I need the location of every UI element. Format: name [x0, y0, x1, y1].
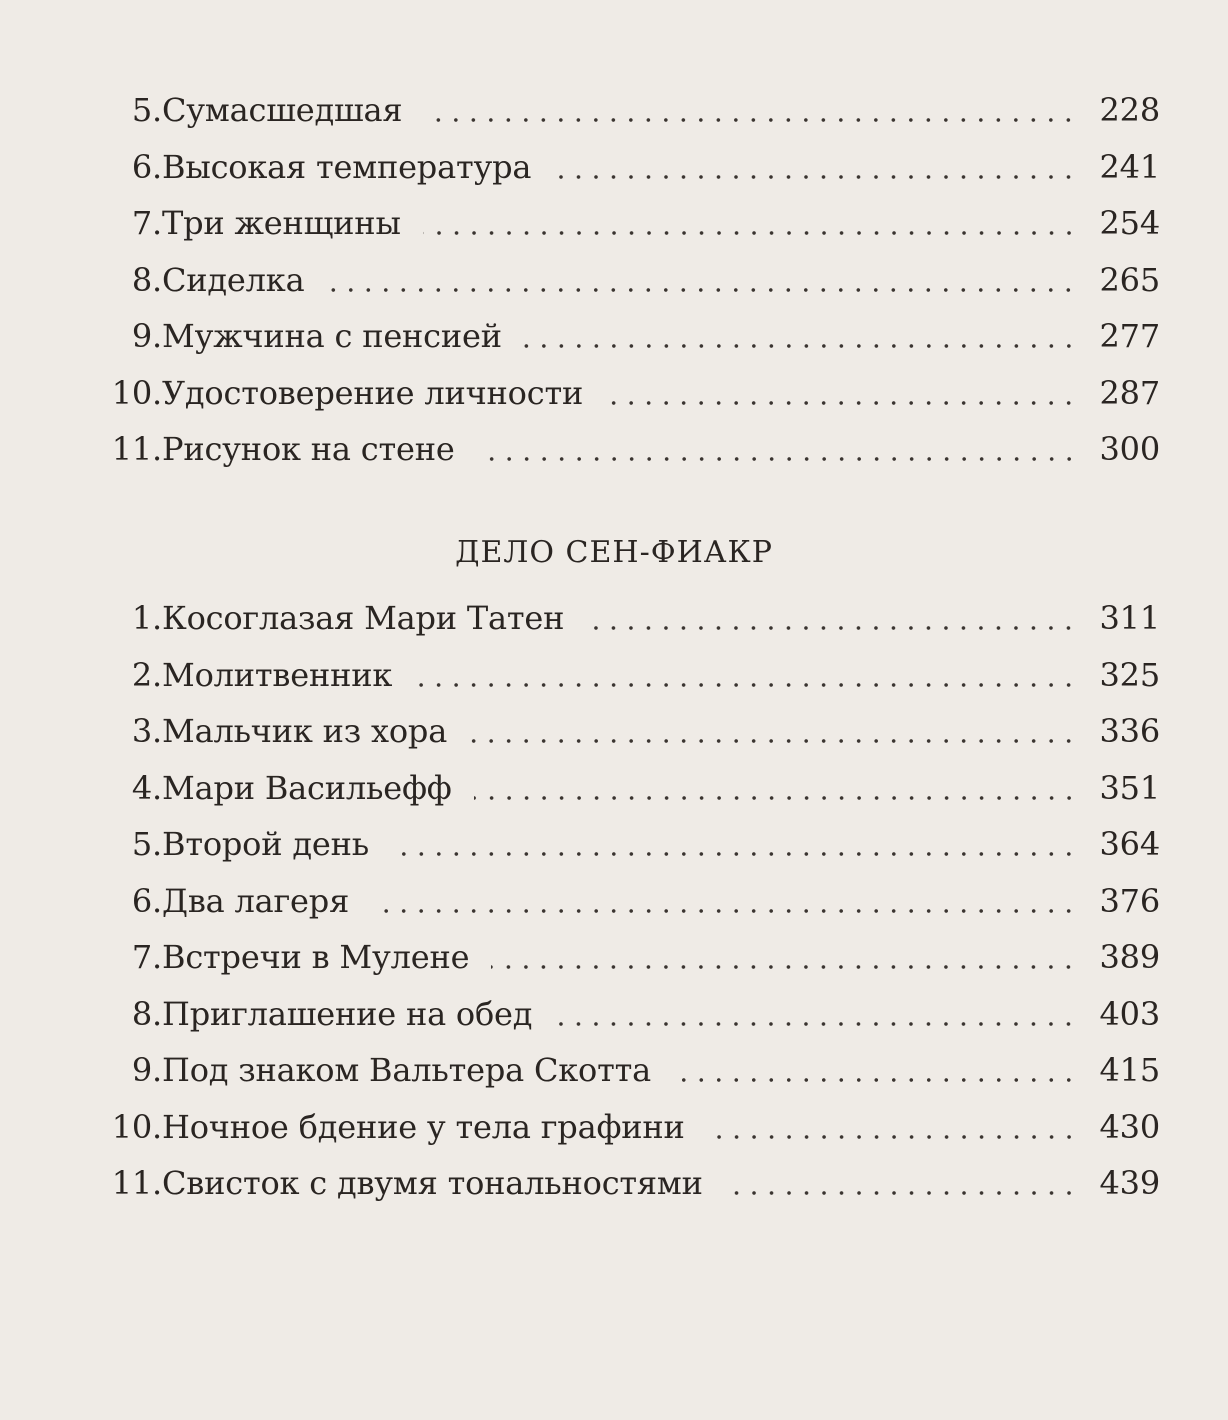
dot-leader [673, 1078, 1078, 1082]
dot-leader [554, 1022, 1077, 1026]
chapter-number: 8. [131, 994, 162, 1033]
chapter-number: 5. [131, 91, 162, 130]
chapter-number: 7. [131, 204, 162, 243]
dot-leader [423, 231, 1078, 235]
page-number: 336 [1099, 712, 1160, 751]
page-number: 364 [1099, 825, 1160, 864]
page-number: 300 [1099, 430, 1160, 469]
chapter-number: 1. [131, 599, 162, 638]
chapter-title: Сиделка [162, 260, 305, 299]
chapter-number: 7. [131, 938, 162, 977]
page-number: 325 [1099, 655, 1160, 694]
dot-leader [725, 1191, 1078, 1195]
chapter-title: Удостоверение личности [162, 373, 584, 412]
chapter-title: Высокая температура [162, 147, 532, 186]
page-number: 351 [1099, 768, 1160, 807]
chapter-number: 5. [131, 825, 162, 864]
chapter-number: 10. [111, 1107, 162, 1146]
chapter-title: Встречи в Мулене [162, 938, 470, 977]
toc-list-part1 [108, 82, 1160, 478]
toc-entry [108, 308, 1160, 365]
page-number: 415 [1099, 1051, 1160, 1090]
page-number: 228 [1099, 91, 1160, 130]
dot-leader [469, 739, 1077, 743]
page-number: 277 [1099, 317, 1160, 356]
page-number: 287 [1099, 373, 1160, 412]
toc-entry [108, 82, 1160, 139]
toc-entry [108, 929, 1160, 986]
dot-leader [524, 344, 1078, 348]
toc-entry [108, 421, 1160, 478]
toc-entry [108, 873, 1160, 930]
dot-leader [371, 909, 1077, 913]
dot-leader [553, 175, 1077, 179]
toc-entry [108, 703, 1160, 760]
page-number: 430 [1099, 1107, 1160, 1146]
page-number: 265 [1099, 260, 1160, 299]
chapter-number: 8. [131, 260, 162, 299]
chapter-number: 11. [111, 1164, 162, 1203]
toc-entry [108, 365, 1160, 422]
chapter-title: Второй день [162, 825, 369, 864]
chapter-title: Мужчина с пенсией [162, 317, 502, 356]
page-number: 389 [1099, 938, 1160, 977]
toc-list-part2 [108, 590, 1160, 1212]
dot-leader [391, 852, 1078, 856]
chapter-number: 9. [131, 1051, 162, 1090]
chapter-title: Сумасшедшая [162, 91, 403, 130]
dot-leader [474, 796, 1078, 800]
toc-entry [108, 986, 1160, 1043]
dot-leader [605, 401, 1077, 405]
chapter-title: Под знаком Вальтера Скотта [162, 1051, 651, 1090]
chapter-title: Ночное бдение у тела графини [162, 1107, 685, 1146]
section-heading: ДЕЛО СЕН-ФИАКР [455, 535, 773, 570]
toc-entry [108, 647, 1160, 704]
chapter-number: 2. [131, 655, 162, 694]
chapter-number: 4. [131, 768, 162, 807]
dot-leader [707, 1135, 1078, 1139]
chapter-number: 6. [131, 881, 162, 920]
page-number: 254 [1099, 204, 1160, 243]
chapter-title: Молитвенник [162, 655, 393, 694]
chapter-title: Три женщины [162, 204, 401, 243]
page-number: 241 [1099, 147, 1160, 186]
dot-leader [424, 118, 1077, 122]
chapter-title: Мальчик из хора [162, 712, 448, 751]
toc-entry [108, 252, 1160, 309]
dot-leader [414, 683, 1077, 687]
toc-entry [108, 1042, 1160, 1099]
dot-leader [326, 288, 1077, 292]
page-number: 439 [1099, 1164, 1160, 1203]
chapter-title: Свисток с двумя тональностями [162, 1164, 703, 1203]
chapter-title: Косоглазая Мари Татен [162, 599, 565, 638]
chapter-number: 3. [131, 712, 162, 751]
toc-entry [108, 139, 1160, 196]
page-number: 311 [1099, 599, 1160, 638]
chapter-number: 9. [131, 317, 162, 356]
toc-entry [108, 816, 1160, 873]
toc-entry [108, 590, 1160, 647]
page-number: 403 [1099, 994, 1160, 1033]
dot-leader [477, 457, 1078, 461]
chapter-number: 6. [131, 147, 162, 186]
chapter-title: Мари Васильефф [162, 768, 452, 807]
chapter-title: Рисунок на стене [162, 430, 455, 469]
chapter-title: Приглашение на обед [162, 994, 533, 1033]
page-number: 376 [1099, 881, 1160, 920]
toc-entry [108, 760, 1160, 817]
chapter-number: 11. [111, 430, 162, 469]
dot-leader [491, 965, 1077, 969]
chapter-number: 10. [111, 373, 162, 412]
dot-leader [586, 626, 1077, 630]
toc-entry [108, 1155, 1160, 1212]
chapter-title: Два лагеря [162, 881, 350, 920]
toc-entry [108, 195, 1160, 252]
toc-entry [108, 1099, 1160, 1156]
